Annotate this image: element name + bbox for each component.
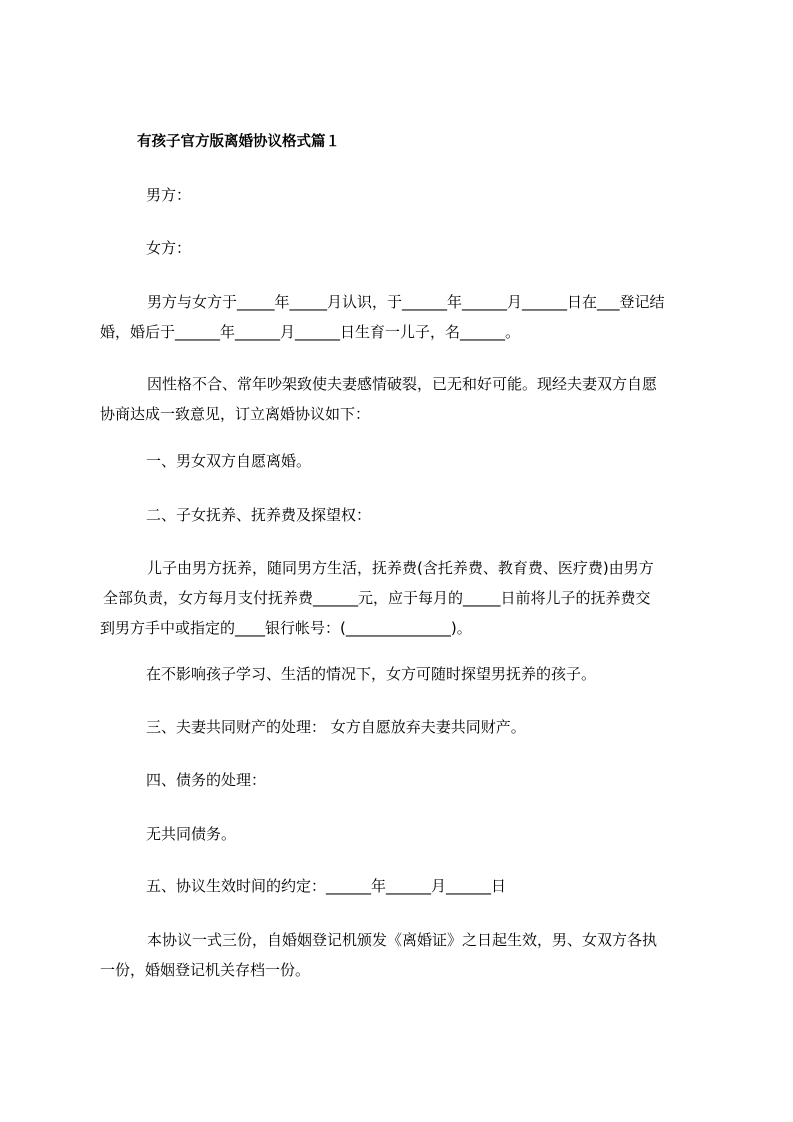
custody-paragraph	[100, 553, 704, 643]
clause-4-heading: 四、债务的处理：	[146, 771, 267, 789]
meeting-paragraph	[100, 287, 704, 347]
no-debt-paragraph: 无共同债务。	[146, 825, 237, 843]
custody-line-2: 全部负责，女方每月支付抚养费______元，应于每月的_____日前将儿子的抚养费交	[103, 589, 651, 607]
document-title: 有孩子官方版离婚协议格式篇１	[137, 134, 340, 150]
clause-3: 三、夫妻共同财产的处理： 女方自愿放弃夫妻共同财产。	[146, 718, 526, 736]
reason-line-1: 因性格不合、常年吵架致使夫妻感情破裂，已无和好可能。现经夫妻双方自愿	[147, 375, 658, 393]
clause-5: 五、协议生效时间的约定：______年______月______日	[146, 877, 507, 895]
copies-line-2: 一份，婚姻登记机关存档一份。	[100, 961, 311, 979]
copies-line-1: 本协议一式三份，自婚姻登记机颁发《离婚证》之日起生效，男、女双方各执	[147, 931, 658, 949]
female-party-label: 女方：	[146, 239, 192, 257]
reason-paragraph	[100, 369, 704, 429]
clause-2-heading: 二、子女抚养、抚养费及探望权：	[146, 506, 372, 524]
male-party-label: 男方：	[146, 186, 192, 204]
meeting-line-2: 婚，婚后于______年______月______日生育一儿子，名______。	[100, 323, 521, 341]
meeting-line-1: 男方与女方于_____年_____月认识，于______年______月______日在___登记结	[147, 293, 665, 311]
reason-line-2: 协商达成一致意见，订立离婚协议如下：	[100, 405, 371, 423]
visitation-paragraph: 在不影响孩子学习、生活的情况下，女方可随时探望男抚养的孩子。	[146, 665, 597, 683]
custody-line-1: 儿子由男方抚养，随同男方生活，抚养费(含托养费、教育费、医疗费)由男方	[147, 559, 654, 577]
custody-line-3: 到男方手中或指定的____银行帐号：(______________)。	[100, 619, 472, 637]
clause-1: 一、男女双方自愿离婚。	[146, 452, 312, 470]
copies-paragraph	[100, 925, 704, 985]
